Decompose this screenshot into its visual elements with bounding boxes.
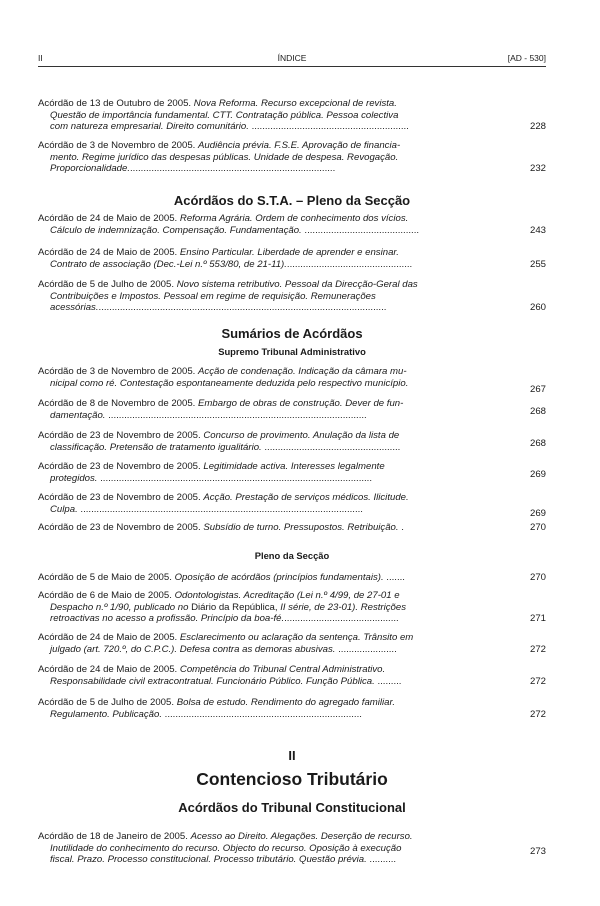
toc-entry: Acórdão de 24 de Maio de 2005. Ensino Particular. Liberdade de aprender e ensinar. Contrato de associação (Dec.-Lei n.º 553/80, de 21-11)................................................ 255 <box>38 247 546 270</box>
subsection-heading: Pleno da Secção <box>254 550 330 561</box>
toc-entry: Acórdão de 24 de Maio de 2005. Esclarecimento ou aclaração da sentença. Trânsito em julgado (art. 720.º, do C.P.C.). Defesa contra as demoras abusivas. ...................... 272 <box>38 632 546 655</box>
toc-page-number: 268 <box>529 405 546 417</box>
toc-page-number: 255 <box>529 258 546 270</box>
toc-page-number: 267 <box>529 383 546 395</box>
toc-page-number: 270 <box>529 572 546 583</box>
toc-page-number: 269 <box>529 507 546 519</box>
toc-entry: Acórdão de 23 de Novembro de 2005. Acção. Prestação de serviços médicos. Ilicitude. Culpa. .......................................................................................................... 269 <box>38 492 546 519</box>
toc-entry: Acórdão de 5 de Julho de 2005. Bolsa de estudo. Rendimento do agregado familiar. Regulamento. Publicação. .......................................................................... 272 <box>38 697 546 720</box>
subsection-heading: Supremo Tribunal Administrativo <box>218 346 366 357</box>
toc-entry: Acórdão de 23 de Novembro de 2005. Subsídio de turno. Pressupostos. Retribuição. . 270 <box>38 522 546 533</box>
toc-page-number: 272 <box>529 708 546 720</box>
toc-page-number: 270 <box>529 522 546 533</box>
toc-entry: Acórdão de 6 de Maio de 2005. Odontologistas. Acreditação (Lei n.º 4/99, de 27-01 e Despacho n.º 1/90, publicado no Diário da República, II série, de 23-01). Restrições retroactivas no acesso a profissão. Princípio da boa-fé............................................ 271 <box>38 590 546 625</box>
toc-page-number: 268 <box>529 437 546 449</box>
toc-page-number: 273 <box>529 846 546 858</box>
toc-page-number: 272 <box>529 675 546 687</box>
header-title: ÍNDICE <box>277 53 307 63</box>
toc-page-number: 243 <box>529 224 546 236</box>
section-heading: Acórdãos do S.T.A. – Pleno da Secção <box>173 193 411 208</box>
header-page-number: II <box>38 53 43 63</box>
toc-entry: Acórdão de 23 de Novembro de 2005. Concurso de provimento. Anulação da lista de classificação. Pretensão de tratamento igualitário. ................................................... 268 <box>38 430 546 453</box>
header-reference: [AD - 530] <box>507 53 546 63</box>
toc-entry: Acórdão de 24 de Maio de 2005. Reforma Agrária. Ordem de conhecimento dos vícios. Cálculo de indemnização. Compensação. Fundamentação. ........................................... 243 <box>38 213 546 236</box>
page-header <box>38 53 546 67</box>
toc-page-number: 269 <box>529 468 546 480</box>
toc-entry: Acórdão de 18 de Janeiro de 2005. Acesso ao Direito. Alegações. Deserção de recurso. Inutilidade do conhecimento do recurso. Objecto do recurso. Oposição à execução fiscal. Prazo. Processo constitucional. Processo tributário. Questão prévia. .......... 273 <box>38 831 546 866</box>
toc-page-number: 232 <box>529 163 546 175</box>
toc-entry: Acórdão de 5 de Maio de 2005. Oposição de acórdãos (princípios fundamentais). ....... 270 <box>38 572 546 583</box>
toc-entry: Acórdão de 3 de Novembro de 2005. Audiência prévia. F.S.E. Aprovação de financia- mento. Regime jurídico das despesas públicas. Unidade de despesa. Revogação. Proporcionalidade.............................................................................. 232 <box>38 140 546 175</box>
toc-page-number: 272 <box>529 643 546 655</box>
part-title: Contencioso Tributário <box>196 769 388 789</box>
part-subtitle: Acórdãos do Tribunal Constitucional <box>178 800 406 815</box>
toc-entry: Acórdão de 23 de Novembro de 2005. Legitimidade activa. Interesses legalmente protegidos. ...................................................................................................... 269 <box>38 461 546 484</box>
toc-entry: Acórdão de 13 de Outubro de 2005. Nova Reforma. Recurso excepcional de revista. Questão de importância fundamental. CTT. Contratação pública. Pessoa colectiva com natureza empresarial. Direito comunitário. ........................................................... 228 <box>38 98 546 133</box>
toc-entry: Acórdão de 3 de Novembro de 2005. Acção de condenação. Indicação da câmara mu- nicipal como ré. Contestação espontaneamente deduzida pelo respectivo município. 267 <box>38 366 546 395</box>
toc-page-number: 260 <box>529 302 546 314</box>
toc-page-number: 271 <box>529 613 546 625</box>
section-heading: Sumários de Acórdãos <box>221 326 363 341</box>
toc-entry: Acórdão de 5 de Julho de 2005. Novo sistema retributivo. Pessoal da Direcção-Geral das Contribuições e Impostos. Pessoal em regime de requisição. Remunerações acessórias............................................................................................................. 260 <box>38 279 546 314</box>
toc-entry: Acórdão de 8 de Novembro de 2005. Embargo de obras de construção. Dever de fun- damentação. ................................................................................................. 268 <box>38 398 546 421</box>
toc-entry: Acórdão de 24 de Maio de 2005. Competência do Tribunal Central Administrativo. Responsabilidade civil extracontratual. Funcionário Público. Função Pública. ......... 272 <box>38 664 546 687</box>
toc-page-number: 228 <box>529 121 546 133</box>
header-rule <box>38 66 546 67</box>
part-number: II <box>288 748 296 763</box>
